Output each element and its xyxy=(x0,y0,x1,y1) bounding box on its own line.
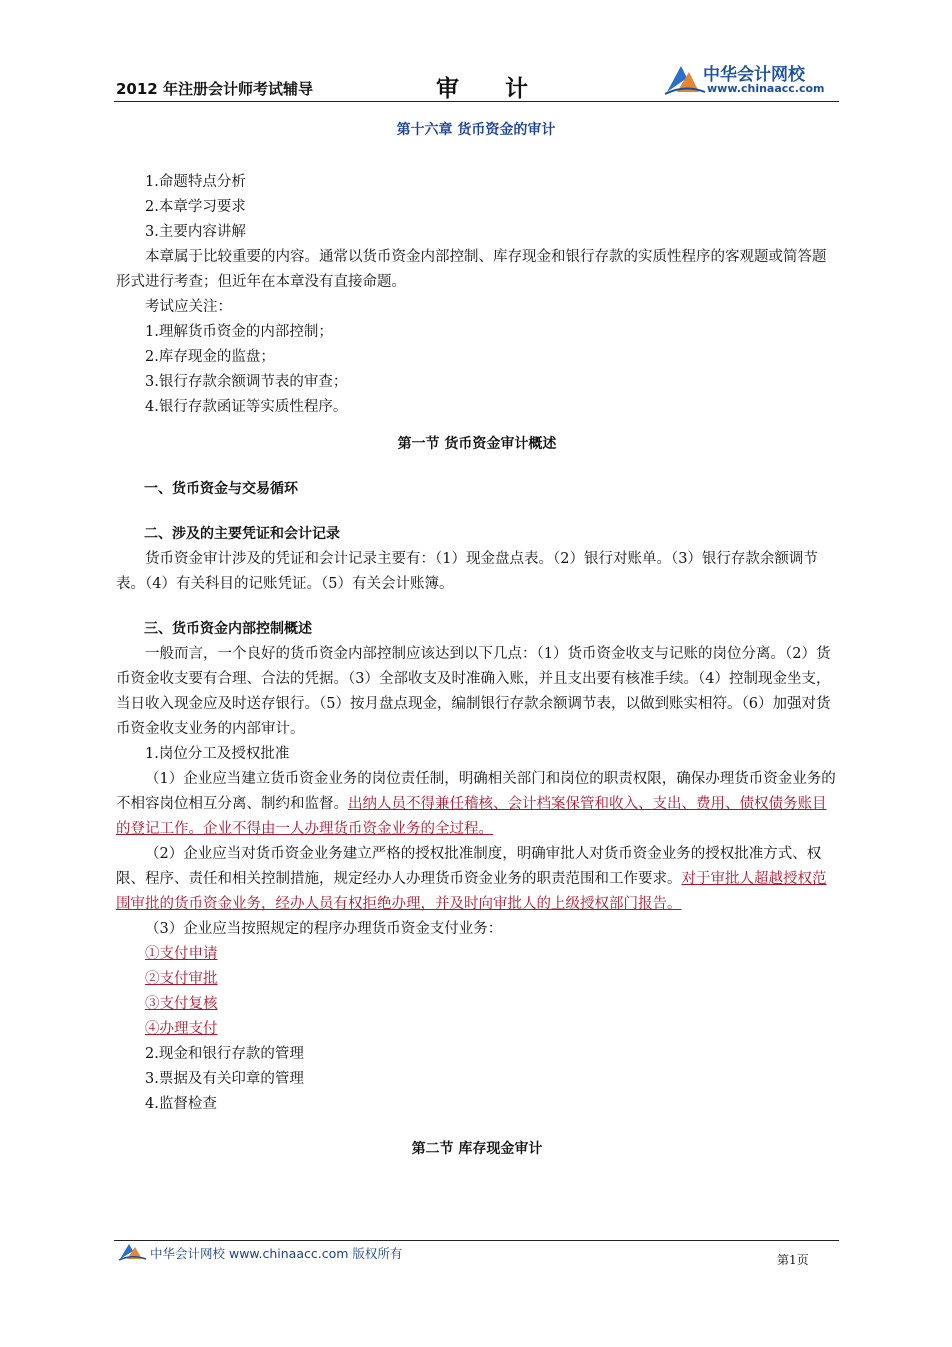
section-title: 第二节 库存现金审计 xyxy=(411,1141,543,1157)
subheading: 一、货币资金与交易循环 xyxy=(144,481,298,497)
list-item: 1.岗位分工及授权批准 xyxy=(145,746,290,762)
paragraph xyxy=(116,767,838,842)
focus-label: 考试应关注： xyxy=(145,299,232,315)
list-item xyxy=(116,967,838,992)
focus-item: 3.银行存款余额调节表的审查； xyxy=(145,374,348,390)
paragraph xyxy=(116,842,838,917)
focus-item: 1.理解货币资金的内部控制； xyxy=(145,324,333,340)
header-exam-title: 2012 年注册会计师考试辅导 xyxy=(116,80,313,98)
highlighted-text: 对于审批人超越授权范围审批的货币资金业务，经办人员有权拒绝办理，并及时向审批人的上级授权部门报告。 xyxy=(116,871,827,912)
footer-copyright: 中华会计网校 www.chinaacc.com 版权所有 xyxy=(150,1246,403,1261)
highlighted-text: 出纳人员不得兼任稽核、会计档案保管和收入、支出、费用、债权债务账目的登记工作。企业不得由一人办理货币资金业务的全过程。 xyxy=(116,796,827,837)
header-subject-title: 审计 xyxy=(436,76,574,102)
subheading: 三、货币资金内部控制概述 xyxy=(144,621,312,637)
logo-name: 中华会计网校 xyxy=(703,65,805,85)
paragraph: （3）企业应当按照规定的程序办理货币资金支付业务： xyxy=(145,921,503,937)
intro-paragraph: 本章属于比较重要的内容。通常以货币资金内部控制、库存现金和银行存款的实质性程序的客观题或简答题形式进行考查；但近年在本章没有直接命题。 xyxy=(116,249,827,290)
list-item: 2.现金和银行存款的管理 xyxy=(145,1046,304,1062)
paragraph: 货币资金审计涉及的凭证和会计记录主要有：（1）现金盘点表。（2）银行对账单。（3）银行存款余额调节表。（4）有关科目的记账凭证。（5）有关会计账簿。 xyxy=(116,551,818,592)
logo-url: www.chinaacc.com xyxy=(707,82,825,95)
page-number: 第1页 xyxy=(777,1253,809,1267)
intro-item: 3.主要内容讲解 xyxy=(145,224,246,240)
footer-divider xyxy=(114,1240,839,1241)
logo-mark-icon xyxy=(663,58,707,98)
list-item xyxy=(116,1017,838,1042)
list-item: 4.监督检查 xyxy=(145,1096,217,1112)
chapter-title: 第十六章 货币资金的审计 xyxy=(396,122,556,138)
paragraph-text: （2）企业应当对货币资金业务建立严格的授权批准制度，明确审批人对货币资金业务的授权批准方式、权限、程序、责任和相关控制措施，规定经办人办理货币资金业务的职责范围和工作要求。 xyxy=(116,846,822,887)
highlighted-step: ③支付复核 xyxy=(145,996,218,1012)
list-item: 3.票据及有关印章的管理 xyxy=(145,1071,304,1087)
intro-item: 1.命题特点分析 xyxy=(145,174,246,190)
intro-item: 2.本章学习要求 xyxy=(145,199,246,215)
list-item xyxy=(116,942,838,967)
subheading: 二、涉及的主要凭证和会计记录 xyxy=(144,526,340,542)
site-logo[interactable] xyxy=(663,58,843,98)
focus-item: 4.银行存款函证等实质性程序。 xyxy=(145,399,348,415)
highlighted-step: ②支付审批 xyxy=(145,971,218,987)
paragraph: 一般而言，一个良好的货币资金内部控制应该达到以下几点：（1）货币资金收支与记账的岗位分离。（2）货币资金收支要有合理、合法的凭据。（3）全部收支及时准确入账，并且支出要有核准手续。（4）控制现金坐支，当日收入现金应及时送存银行。（5）按月盘点现金，编制银行存款余额调节表，以做到账实相符。（6）加强对货币资金收支业务的内部审计。 xyxy=(116,646,831,737)
highlighted-step: ①支付申请 xyxy=(145,946,218,962)
header-divider xyxy=(114,101,839,102)
focus-item: 2.库存现金的监盘； xyxy=(145,349,275,365)
list-item xyxy=(116,992,838,1017)
document-body xyxy=(116,170,838,1162)
paragraph-text: （1）企业应当建立货币资金业务的岗位责任制，明确相关部门和岗位的职责权限，确保办理货币资金业务的不相容岗位相互分离、制约和监督。 xyxy=(116,771,836,812)
section-title: 第一节 货币资金审计概述 xyxy=(397,436,557,452)
highlighted-step: ④办理支付 xyxy=(145,1021,218,1037)
footer-logo-icon xyxy=(118,1240,148,1262)
